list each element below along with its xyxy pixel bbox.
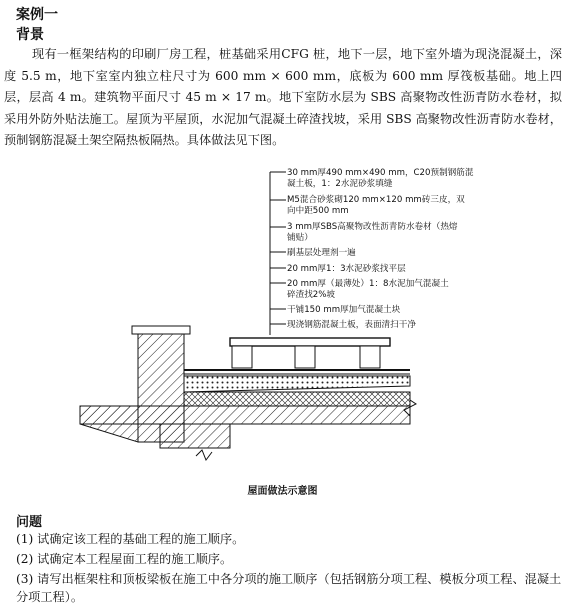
layer-1: 30 mm厚490 mm×490 mm，C20预制钢筋混 凝土板，1：2水泥砂浆填缝	[287, 168, 474, 190]
layer-4: 刷基层处理剂一遍	[287, 248, 356, 258]
edge-beam	[160, 424, 230, 448]
background-paragraph	[4, 44, 562, 152]
layer-5: 20 mm厚1：3水泥砂浆找平层	[287, 264, 406, 274]
questions-heading: 问题	[16, 515, 43, 530]
precast-slab	[230, 338, 390, 346]
eave	[80, 406, 138, 442]
background-text: 现有一框架结构的印刷厂房工程，桩基础采用CFG 桩，地下一层，地下室外墙为现浇混凝土，深度 5.5 m，地下室室内独立柱尺寸为 600 mm × 600 mm，底板为 600 mm 厚筏板基础。地上四层，层高 4 m。建筑物平面尺寸 45 m × 17 m。地下室防水层为 SBS 高聚物改性沥青防水卷材，拟采用外防外贴法施工。屋顶为平屋顶，水泥加气混凝土碎渣找坡，采用 SBS 高聚物改性沥青防水卷材，预制钢筋混凝土架空隔热板隔热。具体做法见下图。	[4, 47, 562, 147]
background-heading: 背景	[16, 27, 44, 43]
layer-8: 现浇钢筋混凝土板，表面清扫干净	[287, 320, 416, 330]
diagram-caption: 屋面做法示意图	[247, 486, 318, 497]
case-title: 案例一	[16, 7, 58, 23]
layer-6: 20 mm厚（最薄处）1：8水泥加气混凝土 碎渣找2%坡	[287, 279, 449, 301]
layer-2: M5混合砂浆砌120 mm×120 mm砖三皮，双 向中距500 mm	[287, 195, 465, 217]
slope-layer	[184, 376, 410, 392]
insulation-block	[184, 392, 410, 406]
break-line-bottom	[196, 450, 212, 460]
question-3: (3) 请写出框架柱和顶板梁板在施工中各分项的施工顺序（包括钢筋分项工程、模板分项工程、混凝土分项工程）。	[16, 572, 562, 604]
question-1: (1) 试确定该工程的基础工程的施工顺序。	[16, 532, 245, 546]
parapet-cap	[132, 326, 190, 334]
leader-ticks	[270, 172, 286, 324]
layer-7: 干铺150 mm厚加气混凝土块	[287, 305, 401, 315]
layer-3: 3 mm厚SBS高聚物改性沥青防水卷材（热熔 铺贴）	[287, 222, 458, 244]
brick-piers	[232, 346, 380, 368]
question-2: (2) 试确定本工程屋面工程的施工顺序。	[16, 552, 233, 566]
